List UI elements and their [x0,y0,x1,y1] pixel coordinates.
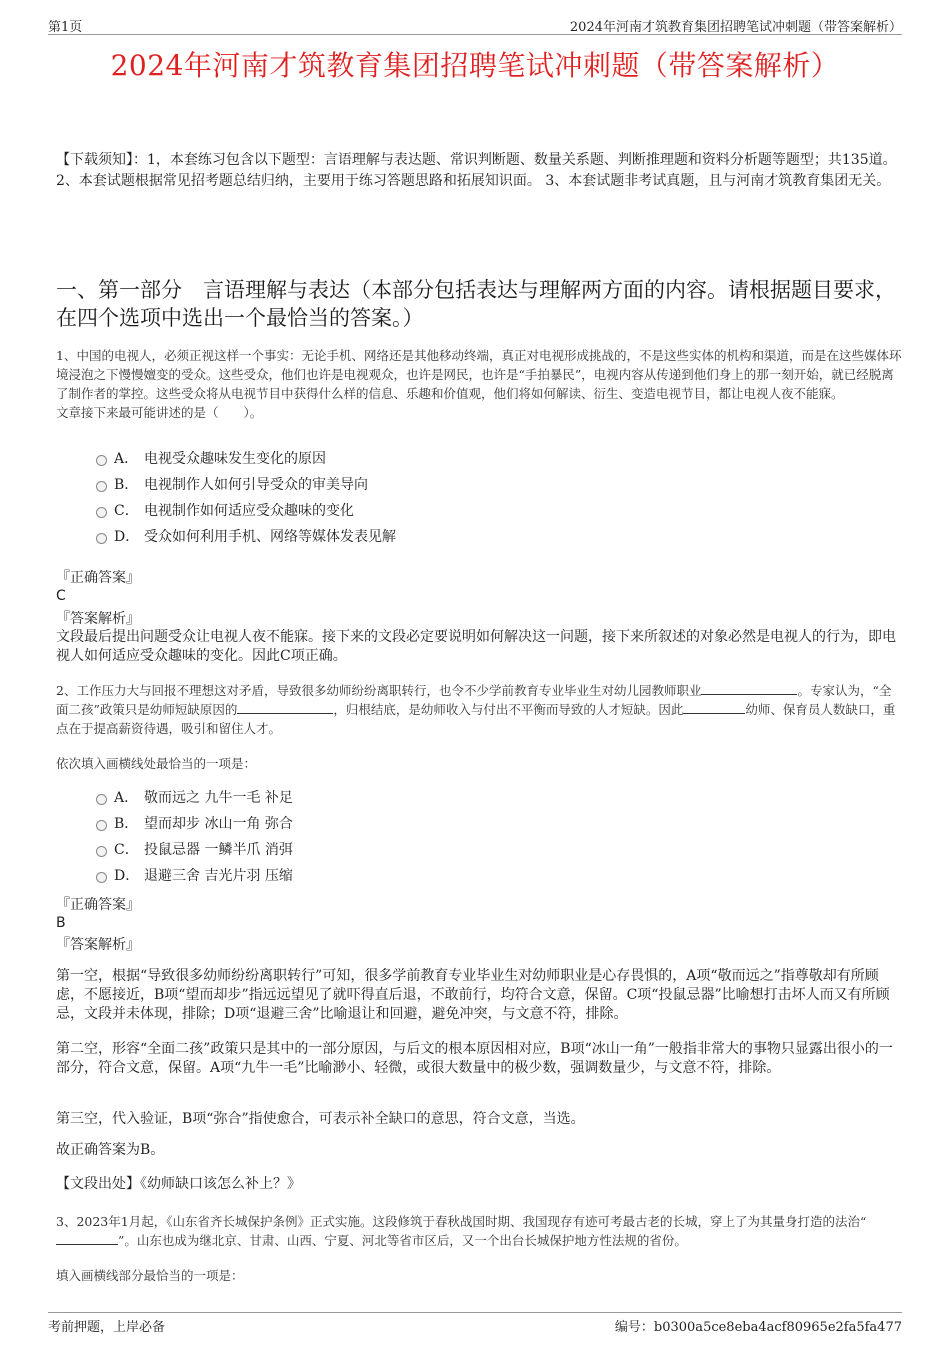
option-letter: D． [114,868,140,884]
q1-option-b[interactable] [96,475,796,501]
q2-analysis-2: 第二空，形容“全面二孩”政策只是其中的一部分原因，与后文的根本原因相对应，B项“冰山一角”一般指非常大的事物只显露出很小的一部分，符合文意，保留。A项“九牛一毛”比喻渺小、轻微，或很大数量中的极少数，强调数量少，与文意不符，排除。 [56,1041,893,1076]
q3-stem-part2: ”。山东也成为继北京、甘肃、山西、宁夏、河北等省市区后，又一个出台长城保护地方性法规的省份。 [118,1233,687,1248]
radio-icon[interactable] [96,794,107,805]
section-heading: 一、第一部分 言语理解与表达（本部分包括表达与理解两方面的内容。请根据题目要求，在四个选项中选出一个最恰当的答案。） [56,278,896,330]
q2-stem-part2: 。专家认为，“全面二孩”政策只是幼师短缺原因的 [56,683,892,717]
q1-stem [56,346,902,422]
q2-correct-label: 『正确答案』 [56,897,140,913]
q1-option-c[interactable] [96,501,796,527]
q2-stem-part1: 2、工作压力大与回报不理想这对矛盾，导致很多幼师纷纷离职转行，也令不少学前教育专业毕业生对幼儿园教师职业 [56,683,702,698]
q2-option-c[interactable] [96,840,796,866]
option-letter: D． [114,529,140,545]
blank-line [701,682,797,695]
option-text: 电视制作如何适应受众趣味的变化 [144,503,354,519]
q3-stem [56,1212,902,1250]
option-text: 电视受众趣味发生变化的原因 [144,451,326,467]
blank-line [56,1232,118,1245]
option-text: 受众如何利用手机、网络等媒体发表见解 [144,529,396,545]
q2-stem-part3: ，归根结底，是幼师收入与付出不平衡而导致的人才短缺。因此 [333,702,684,717]
radio-icon[interactable] [96,455,107,466]
option-text: 退避三舍 吉光片羽 压缩 [144,868,293,884]
q1-correct-label: 『正确答案』 [56,570,140,586]
q2-analysis-4: 故正确答案为B。 [56,1142,165,1158]
option-text: 敬而远之 九牛一毛 补足 [144,790,293,806]
q1-answer: C [56,588,66,604]
option-letter: B． [114,816,139,832]
q2-ask: 依次填入画横线处最恰当的一项是： [56,756,257,771]
q3-stem-part1: 3、2023年1月起，《山东省齐长城保护条例》正式实施。这段修筑于春秋战国时期、我国现存有迹可考最古老的长城，穿上了为其量身打造的法治“ [56,1214,867,1229]
q2-analysis-label: 『答案解析』 [56,937,140,953]
q1-analysis: 文段最后提出问题受众让电视人夜不能寐。接下来的文段必定要说明如何解决这一问题，接下来所叙述的对象必然是电视人的行为，即电视人如何适应受众趣味的变化。因此C项正确。 [56,629,896,664]
download-notice: 【下载须知】：1，本套练习包含以下题型：言语理解与表达题、常识判断题、数量关系题、判断推理题和资料分析题等题型；共135道。 2、本套试题根据常见招考题总结归纳，主要用于练习答题思路和拓展知识面。 3、本套试题非考试真题，且与河南才筑教育集团无关。 [56,152,897,189]
blank-line [237,701,333,714]
option-letter: A． [114,790,139,806]
q2-option-d[interactable] [96,866,796,892]
option-text: 电视制作人如何引导受众的审美导向 [144,477,368,493]
q2-stem [56,681,902,738]
footer-slogan: 考前押题，上岸必备 [48,1320,166,1335]
q2-answer: B [56,915,66,931]
q1-option-a[interactable] [96,449,796,475]
radio-icon[interactable] [96,820,107,831]
q2-stem-part4: 幼师、保育员人数缺口，重点在于提高薪资待遇，吸引和留住人才。 [56,702,896,736]
q2-source: 【文段出处】《幼师缺口该怎么补上？》 [56,1176,301,1192]
page-number: 第1页 [48,20,83,35]
q1-ask: 文章接下来最可能讲述的是（ ）。 [56,405,263,420]
document-title: 2024年河南才筑教育集团招聘笔试冲刺题（带答案解析） [110,49,840,82]
option-letter: C． [114,503,139,519]
option-text: 望而却步 冰山一角 弥合 [144,816,293,832]
q1-option-d[interactable] [96,527,796,553]
option-text: 投鼠忌器 一鳞半爪 消弭 [144,842,293,858]
radio-icon[interactable] [96,846,107,857]
q2-options [96,788,796,892]
blank-line [683,701,745,714]
q2-analysis-1: 第一空，根据“导致很多幼师纷纷离职转行”可知，很多学前教育专业毕业生对幼师职业是心存畏惧的，A项“敬而远之”指尊敬却有所顾虑，不愿接近，B项“望而却步”指远远望见了就吓得直后退，不敢前行，均符合文意，保留。C项“投鼠忌器”比喻想打击坏人而又有所顾忌，文段并未体现，排除；D项“退避三舍”比喻退让和回避，避免冲突，与文意不符，排除。 [56,968,890,1022]
q1-analysis-label: 『答案解析』 [56,611,140,627]
radio-icon[interactable] [96,507,107,518]
page-header [48,14,902,35]
page-footer [48,1312,902,1335]
radio-icon[interactable] [96,872,107,883]
radio-icon[interactable] [96,481,107,492]
footer-code: 编号：b0300a5ce8eba4acf80965e2fa5fa477 [614,1320,902,1335]
option-letter: B． [114,477,139,493]
q1-options [96,449,796,553]
q1-stem-text: 1、中国的电视人，必须正视这样一个事实：无论手机、网络还是其他移动终端，真正对电视形成挑战的，不是这些实体的机构和渠道，而是在这些媒体环境浸泡之下慢慢嬗变的受众。这些受众，他们也许是电视观众，也许是网民，也许是“手拍暴民”，电视内容从传递到他们身上的那一刻开始，就已经脱离了制作者的掌控。这些受众将从电视节目中获得什么样的信息、乐趣和价值观，他们将如何解读、衍生、变造电视节目，都让电视人夜不能寐。 [56,348,902,401]
q3-ask: 填入画横线部分最恰当的一项是： [56,1268,244,1283]
q2-option-a[interactable] [96,788,796,814]
q2-option-b[interactable] [96,814,796,840]
header-doc-title: 2024年河南才筑教育集团招聘笔试冲刺题（带答案解析） [569,20,902,35]
option-letter: C． [114,842,139,858]
q2-analysis-3: 第三空，代入验证，B项“弥合”指使愈合，可表示补全缺口的意思，符合文意，当选。 [56,1111,585,1127]
radio-icon[interactable] [96,533,107,544]
option-letter: A． [114,451,139,467]
